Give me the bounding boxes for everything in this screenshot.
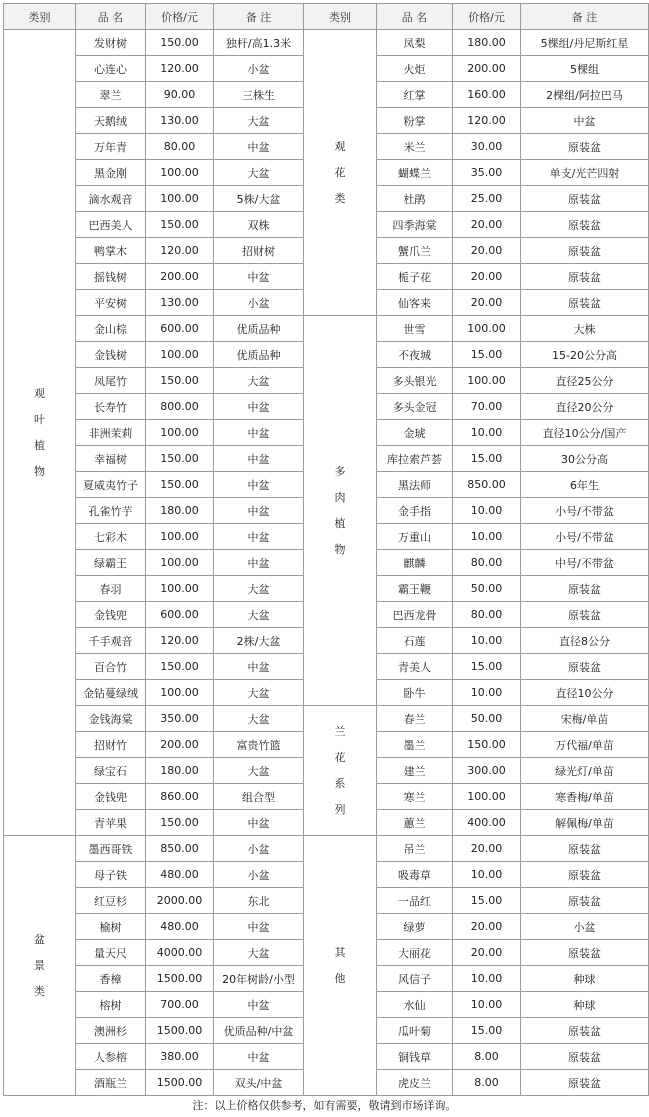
item-note-right: 原装盆 bbox=[521, 134, 649, 160]
item-note-left: 优质品种 bbox=[214, 316, 304, 342]
item-price-right: 8.00 bbox=[453, 1044, 521, 1070]
item-name-right: 青美人 bbox=[377, 654, 453, 680]
item-name-left: 人参榕 bbox=[76, 1044, 146, 1070]
item-note-right: 30公分高 bbox=[521, 446, 649, 472]
item-name-left: 天鹅绒 bbox=[76, 108, 146, 134]
item-name-right: 蕙兰 bbox=[377, 810, 453, 836]
item-note-left: 中盆 bbox=[214, 654, 304, 680]
item-note-left: 小盆 bbox=[214, 56, 304, 82]
item-name-right: 蟹爪兰 bbox=[377, 238, 453, 264]
item-price-right: 10.00 bbox=[453, 992, 521, 1018]
category-char: 花 bbox=[334, 165, 346, 179]
item-note-right: 中号/不带盆 bbox=[521, 550, 649, 576]
item-note-left: 双头/中盆 bbox=[214, 1070, 304, 1096]
item-note-left: 大盆 bbox=[214, 680, 304, 706]
item-note-left: 大盆 bbox=[214, 160, 304, 186]
item-price-right: 20.00 bbox=[453, 836, 521, 862]
item-name-left: 金钱树 bbox=[76, 342, 146, 368]
item-name-left: 金钱兜 bbox=[76, 602, 146, 628]
item-price-right: 80.00 bbox=[453, 602, 521, 628]
item-price-left: 180.00 bbox=[146, 498, 214, 524]
category-cell-right bbox=[304, 316, 377, 706]
item-note-left: 中盆 bbox=[214, 134, 304, 160]
table-row bbox=[4, 706, 649, 732]
item-note-left: 大盆 bbox=[214, 940, 304, 966]
item-price-right: 850.00 bbox=[453, 472, 521, 498]
footnote: 注：以上价格仅供参考，如有需要，敬请到市场详询。 bbox=[192, 1099, 457, 1112]
category-char: 他 bbox=[334, 971, 346, 985]
item-name-left: 心连心 bbox=[76, 56, 146, 82]
item-note-right: 原装盆 bbox=[521, 290, 649, 316]
item-name-left: 鸭掌木 bbox=[76, 238, 146, 264]
item-name-right: 一品红 bbox=[377, 888, 453, 914]
item-name-left: 香樟 bbox=[76, 966, 146, 992]
item-name-left: 长寿竹 bbox=[76, 394, 146, 420]
item-name-left: 青苹果 bbox=[76, 810, 146, 836]
header-price-right: 价格/元 bbox=[453, 4, 521, 30]
item-price-left: 350.00 bbox=[146, 706, 214, 732]
item-name-right: 万重山 bbox=[377, 524, 453, 550]
item-name-right: 黑法师 bbox=[377, 472, 453, 498]
item-name-right: 建兰 bbox=[377, 758, 453, 784]
item-note-left: 中盆 bbox=[214, 914, 304, 940]
item-note-right: 直径20公分 bbox=[521, 394, 649, 420]
item-note-right: 原装盆 bbox=[521, 940, 649, 966]
header-category-left: 类别 bbox=[4, 4, 76, 30]
item-name-right: 库拉索芦荟 bbox=[377, 446, 453, 472]
item-note-left: 富贵竹篮 bbox=[214, 732, 304, 758]
item-note-right: 原装盆 bbox=[521, 186, 649, 212]
category-cell-left bbox=[4, 30, 76, 836]
item-note-right: 宋梅/单苗 bbox=[521, 706, 649, 732]
item-name-right: 凤梨 bbox=[377, 30, 453, 56]
item-price-left: 100.00 bbox=[146, 342, 214, 368]
item-name-right: 世雪 bbox=[377, 316, 453, 342]
item-price-left: 700.00 bbox=[146, 992, 214, 1018]
item-price-right: 30.00 bbox=[453, 134, 521, 160]
item-note-right: 直径10公分/国产 bbox=[521, 420, 649, 446]
item-price-right: 80.00 bbox=[453, 550, 521, 576]
item-note-right: 种球 bbox=[521, 966, 649, 992]
item-name-left: 澳洲杉 bbox=[76, 1018, 146, 1044]
item-name-left: 量天尺 bbox=[76, 940, 146, 966]
item-note-right: 2棵组/阿拉巴马 bbox=[521, 82, 649, 108]
item-name-right: 巴西龙骨 bbox=[377, 602, 453, 628]
item-price-left: 100.00 bbox=[146, 680, 214, 706]
item-note-left: 大盆 bbox=[214, 576, 304, 602]
item-name-left: 母子铁 bbox=[76, 862, 146, 888]
item-note-left: 20年树龄/小型 bbox=[214, 966, 304, 992]
category-char: 类 bbox=[334, 191, 346, 205]
item-note-left: 中盆 bbox=[214, 446, 304, 472]
item-name-right: 米兰 bbox=[377, 134, 453, 160]
item-name-right: 红掌 bbox=[377, 82, 453, 108]
item-note-left: 优质品种/中盆 bbox=[214, 1018, 304, 1044]
item-note-right: 原装盆 bbox=[521, 1018, 649, 1044]
item-note-left: 双株 bbox=[214, 212, 304, 238]
item-note-right: 原装盆 bbox=[521, 654, 649, 680]
item-note-right: 小号/不带盆 bbox=[521, 524, 649, 550]
item-price-left: 150.00 bbox=[146, 446, 214, 472]
item-price-left: 150.00 bbox=[146, 30, 214, 56]
category-char: 系 bbox=[334, 776, 346, 790]
item-note-right: 6年生 bbox=[521, 472, 649, 498]
category-char: 花 bbox=[334, 750, 346, 764]
item-price-left: 600.00 bbox=[146, 316, 214, 342]
item-name-right: 风信子 bbox=[377, 966, 453, 992]
item-price-left: 4000.00 bbox=[146, 940, 214, 966]
item-name-left: 万年青 bbox=[76, 134, 146, 160]
item-price-left: 120.00 bbox=[146, 56, 214, 82]
table-row bbox=[4, 316, 649, 342]
item-name-right: 吊兰 bbox=[377, 836, 453, 862]
item-price-left: 2000.00 bbox=[146, 888, 214, 914]
category-cell-left bbox=[4, 836, 76, 1096]
item-note-right: 原装盆 bbox=[521, 264, 649, 290]
item-price-right: 400.00 bbox=[453, 810, 521, 836]
item-price-right: 70.00 bbox=[453, 394, 521, 420]
category-char: 兰 bbox=[334, 724, 346, 738]
item-price-left: 380.00 bbox=[146, 1044, 214, 1070]
item-note-left: 中盆 bbox=[214, 550, 304, 576]
category-char: 物 bbox=[334, 542, 346, 556]
category-char: 叶 bbox=[34, 412, 45, 426]
item-note-right: 原装盆 bbox=[521, 602, 649, 628]
item-name-right: 虎皮兰 bbox=[377, 1070, 453, 1096]
item-note-left: 东北 bbox=[214, 888, 304, 914]
item-price-right: 120.00 bbox=[453, 108, 521, 134]
item-name-left: 百合竹 bbox=[76, 654, 146, 680]
category-char: 物 bbox=[34, 464, 45, 478]
item-price-right: 10.00 bbox=[453, 628, 521, 654]
item-price-left: 850.00 bbox=[146, 836, 214, 862]
item-name-right: 寒兰 bbox=[377, 784, 453, 810]
item-name-right: 金琥 bbox=[377, 420, 453, 446]
category-char: 观 bbox=[334, 139, 346, 153]
item-note-right: 单支/光芒四射 bbox=[521, 160, 649, 186]
item-name-right: 春兰 bbox=[377, 706, 453, 732]
item-price-left: 180.00 bbox=[146, 758, 214, 784]
category-char: 列 bbox=[334, 802, 346, 816]
item-name-left: 七彩木 bbox=[76, 524, 146, 550]
item-name-right: 四季海棠 bbox=[377, 212, 453, 238]
item-name-left: 榆树 bbox=[76, 914, 146, 940]
item-price-left: 860.00 bbox=[146, 784, 214, 810]
item-name-right: 火炬 bbox=[377, 56, 453, 82]
item-name-left: 招财竹 bbox=[76, 732, 146, 758]
item-price-left: 120.00 bbox=[146, 238, 214, 264]
item-name-right: 杜鹃 bbox=[377, 186, 453, 212]
item-note-right: 直径10公分 bbox=[521, 680, 649, 706]
header-note-right: 备 注 bbox=[521, 4, 649, 30]
item-name-right: 仙客来 bbox=[377, 290, 453, 316]
item-price-right: 150.00 bbox=[453, 732, 521, 758]
item-price-left: 100.00 bbox=[146, 160, 214, 186]
item-price-right: 10.00 bbox=[453, 862, 521, 888]
item-note-left: 小盆 bbox=[214, 836, 304, 862]
item-note-left: 优质品种 bbox=[214, 342, 304, 368]
item-price-left: 130.00 bbox=[146, 290, 214, 316]
item-name-left: 翠兰 bbox=[76, 82, 146, 108]
item-note-right: 寒香梅/单苗 bbox=[521, 784, 649, 810]
item-name-right: 大丽花 bbox=[377, 940, 453, 966]
item-note-left: 中盆 bbox=[214, 420, 304, 446]
item-price-right: 20.00 bbox=[453, 238, 521, 264]
item-note-right: 直径8公分 bbox=[521, 628, 649, 654]
item-name-left: 金钱兜 bbox=[76, 784, 146, 810]
item-price-left: 100.00 bbox=[146, 576, 214, 602]
item-note-right: 原装盆 bbox=[521, 862, 649, 888]
item-note-left: 组合型 bbox=[214, 784, 304, 810]
header-row bbox=[4, 4, 649, 30]
item-note-left: 独杆/高1.3米 bbox=[214, 30, 304, 56]
item-name-right: 水仙 bbox=[377, 992, 453, 1018]
item-price-right: 15.00 bbox=[453, 654, 521, 680]
item-note-right: 直径25公分 bbox=[521, 368, 649, 394]
header-category-right: 类别 bbox=[304, 4, 377, 30]
item-name-right: 金手指 bbox=[377, 498, 453, 524]
category-cell-right bbox=[304, 30, 377, 316]
item-name-left: 凤尾竹 bbox=[76, 368, 146, 394]
item-price-left: 100.00 bbox=[146, 186, 214, 212]
item-note-left: 小盆 bbox=[214, 290, 304, 316]
item-note-left: 中盆 bbox=[214, 1044, 304, 1070]
item-price-right: 100.00 bbox=[453, 368, 521, 394]
item-price-right: 10.00 bbox=[453, 420, 521, 446]
item-price-left: 150.00 bbox=[146, 810, 214, 836]
item-price-left: 600.00 bbox=[146, 602, 214, 628]
item-price-right: 50.00 bbox=[453, 576, 521, 602]
item-price-left: 1500.00 bbox=[146, 966, 214, 992]
header-name-right: 品 名 bbox=[377, 4, 453, 30]
item-price-right: 20.00 bbox=[453, 212, 521, 238]
item-note-left: 大盆 bbox=[214, 706, 304, 732]
category-cell-right bbox=[304, 836, 377, 1096]
item-note-right: 5棵组/丹尼斯红星 bbox=[521, 30, 649, 56]
item-note-right: 大株 bbox=[521, 316, 649, 342]
item-note-right: 原装盆 bbox=[521, 212, 649, 238]
item-name-left: 滴水观音 bbox=[76, 186, 146, 212]
item-price-left: 480.00 bbox=[146, 862, 214, 888]
item-price-left: 1500.00 bbox=[146, 1018, 214, 1044]
item-note-right: 解佩梅/单苗 bbox=[521, 810, 649, 836]
category-char: 多 bbox=[334, 464, 346, 478]
item-price-left: 150.00 bbox=[146, 368, 214, 394]
item-name-left: 红豆杉 bbox=[76, 888, 146, 914]
item-name-right: 多头金冠 bbox=[377, 394, 453, 420]
item-name-right: 粉掌 bbox=[377, 108, 453, 134]
item-note-left: 中盆 bbox=[214, 472, 304, 498]
item-name-left: 黑金刚 bbox=[76, 160, 146, 186]
item-price-right: 20.00 bbox=[453, 264, 521, 290]
item-note-left: 中盆 bbox=[214, 992, 304, 1018]
item-price-left: 100.00 bbox=[146, 420, 214, 446]
item-name-right: 绿萝 bbox=[377, 914, 453, 940]
item-price-right: 20.00 bbox=[453, 940, 521, 966]
item-price-right: 15.00 bbox=[453, 1018, 521, 1044]
item-note-left: 三株生 bbox=[214, 82, 304, 108]
item-note-left: 大盆 bbox=[214, 602, 304, 628]
item-note-left: 中盆 bbox=[214, 394, 304, 420]
item-price-right: 15.00 bbox=[453, 342, 521, 368]
item-price-right: 50.00 bbox=[453, 706, 521, 732]
item-name-left: 绿宝石 bbox=[76, 758, 146, 784]
item-price-right: 20.00 bbox=[453, 290, 521, 316]
item-price-left: 80.00 bbox=[146, 134, 214, 160]
table-row bbox=[4, 30, 649, 56]
category-char: 观 bbox=[34, 386, 45, 400]
item-note-right: 小盆 bbox=[521, 914, 649, 940]
item-name-right: 石莲 bbox=[377, 628, 453, 654]
item-name-left: 墨西哥铁 bbox=[76, 836, 146, 862]
item-note-left: 5株/大盆 bbox=[214, 186, 304, 212]
item-price-right: 100.00 bbox=[453, 784, 521, 810]
item-price-left: 200.00 bbox=[146, 732, 214, 758]
category-char: 类 bbox=[34, 984, 45, 998]
item-note-left: 大盆 bbox=[214, 368, 304, 394]
item-price-left: 100.00 bbox=[146, 550, 214, 576]
item-note-right: 原装盆 bbox=[521, 238, 649, 264]
item-price-left: 1500.00 bbox=[146, 1070, 214, 1096]
item-note-right: 原装盆 bbox=[521, 1044, 649, 1070]
item-note-right: 种球 bbox=[521, 992, 649, 1018]
item-name-left: 金山棕 bbox=[76, 316, 146, 342]
item-price-right: 300.00 bbox=[453, 758, 521, 784]
item-price-right: 15.00 bbox=[453, 888, 521, 914]
item-price-right: 180.00 bbox=[453, 30, 521, 56]
item-name-left: 榕树 bbox=[76, 992, 146, 1018]
item-note-right: 万代福/单苗 bbox=[521, 732, 649, 758]
item-note-left: 2株/大盆 bbox=[214, 628, 304, 654]
item-note-left: 小盆 bbox=[214, 862, 304, 888]
item-note-right: 原装盆 bbox=[521, 576, 649, 602]
item-note-right: 原装盆 bbox=[521, 836, 649, 862]
item-price-right: 160.00 bbox=[453, 82, 521, 108]
item-price-right: 10.00 bbox=[453, 498, 521, 524]
item-name-left: 孔雀竹芋 bbox=[76, 498, 146, 524]
header-note-left: 备 注 bbox=[214, 4, 304, 30]
item-name-left: 千手观音 bbox=[76, 628, 146, 654]
item-name-right: 不夜城 bbox=[377, 342, 453, 368]
item-note-left: 中盆 bbox=[214, 264, 304, 290]
item-name-right: 铜钱草 bbox=[377, 1044, 453, 1070]
item-price-right: 10.00 bbox=[453, 524, 521, 550]
table-row bbox=[4, 836, 649, 862]
item-name-left: 春羽 bbox=[76, 576, 146, 602]
item-name-left: 巴西美人 bbox=[76, 212, 146, 238]
category-char: 景 bbox=[34, 958, 45, 972]
item-note-right: 中盆 bbox=[521, 108, 649, 134]
item-note-left: 招财树 bbox=[214, 238, 304, 264]
item-price-right: 200.00 bbox=[453, 56, 521, 82]
item-price-left: 800.00 bbox=[146, 394, 214, 420]
item-price-right: 100.00 bbox=[453, 316, 521, 342]
item-name-left: 非洲茉莉 bbox=[76, 420, 146, 446]
item-name-left: 夏威夷竹子 bbox=[76, 472, 146, 498]
item-note-right: 原装盆 bbox=[521, 1070, 649, 1096]
item-price-left: 150.00 bbox=[146, 472, 214, 498]
item-name-left: 绿霸王 bbox=[76, 550, 146, 576]
price-table bbox=[3, 3, 649, 1096]
item-price-right: 35.00 bbox=[453, 160, 521, 186]
item-name-left: 幸福树 bbox=[76, 446, 146, 472]
item-note-right: 绿光灯/单苗 bbox=[521, 758, 649, 784]
item-name-right: 栀子花 bbox=[377, 264, 453, 290]
item-name-right: 卧牛 bbox=[377, 680, 453, 706]
item-name-right: 墨兰 bbox=[377, 732, 453, 758]
item-note-right: 小号/不带盆 bbox=[521, 498, 649, 524]
item-note-left: 大盆 bbox=[214, 108, 304, 134]
item-price-right: 25.00 bbox=[453, 186, 521, 212]
category-char: 肉 bbox=[334, 490, 346, 504]
item-price-left: 200.00 bbox=[146, 264, 214, 290]
item-price-left: 120.00 bbox=[146, 628, 214, 654]
item-price-right: 8.00 bbox=[453, 1070, 521, 1096]
header-name-left: 品 名 bbox=[76, 4, 146, 30]
item-price-left: 130.00 bbox=[146, 108, 214, 134]
item-name-left: 酒瓶兰 bbox=[76, 1070, 146, 1096]
item-price-right: 10.00 bbox=[453, 966, 521, 992]
item-name-right: 吸毒草 bbox=[377, 862, 453, 888]
item-name-left: 金钻蔓绿绒 bbox=[76, 680, 146, 706]
item-note-left: 中盆 bbox=[214, 498, 304, 524]
item-note-right: 原装盆 bbox=[521, 888, 649, 914]
item-name-right: 麒麟 bbox=[377, 550, 453, 576]
item-name-right: 瓜叶菊 bbox=[377, 1018, 453, 1044]
category-char: 植 bbox=[334, 516, 346, 530]
item-note-left: 中盆 bbox=[214, 524, 304, 550]
category-char: 盆 bbox=[34, 932, 45, 946]
item-name-right: 蝴蝶兰 bbox=[377, 160, 453, 186]
item-note-left: 大盆 bbox=[214, 758, 304, 784]
category-char: 其 bbox=[334, 945, 346, 959]
item-price-left: 100.00 bbox=[146, 524, 214, 550]
item-price-right: 20.00 bbox=[453, 914, 521, 940]
item-note-left: 中盆 bbox=[214, 810, 304, 836]
item-name-right: 多头银光 bbox=[377, 368, 453, 394]
item-note-right: 5棵组 bbox=[521, 56, 649, 82]
item-note-right: 15-20公分高 bbox=[521, 342, 649, 368]
item-name-left: 发财树 bbox=[76, 30, 146, 56]
item-price-left: 150.00 bbox=[146, 212, 214, 238]
category-char: 植 bbox=[34, 438, 45, 452]
item-price-left: 480.00 bbox=[146, 914, 214, 940]
item-price-left: 90.00 bbox=[146, 82, 214, 108]
item-name-left: 金钱海棠 bbox=[76, 706, 146, 732]
item-name-right: 霸王鞭 bbox=[377, 576, 453, 602]
header-price-left: 价格/元 bbox=[146, 4, 214, 30]
item-price-right: 15.00 bbox=[453, 446, 521, 472]
item-price-left: 150.00 bbox=[146, 654, 214, 680]
item-price-right: 10.00 bbox=[453, 680, 521, 706]
category-cell-right bbox=[304, 706, 377, 836]
item-name-left: 摇钱树 bbox=[76, 264, 146, 290]
item-name-left: 平安树 bbox=[76, 290, 146, 316]
